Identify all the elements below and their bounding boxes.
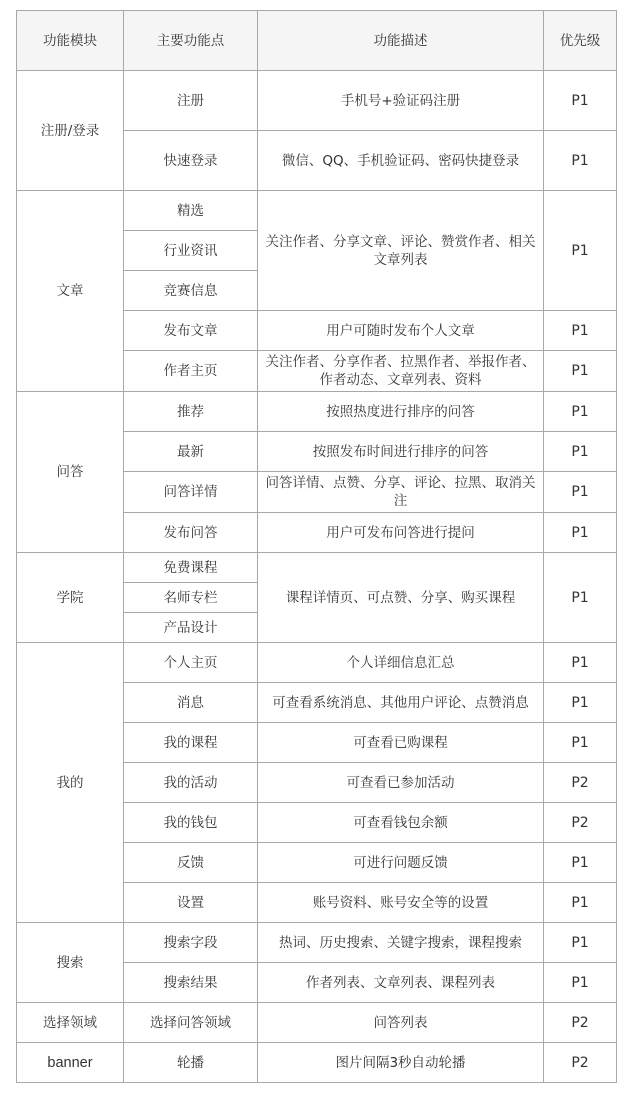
module-cell: 文章 (17, 191, 124, 392)
feature-cell: 产品设计 (124, 613, 258, 643)
feature-cell: 快速登录 (124, 131, 258, 191)
description-cell: 可查看已参加活动 (258, 763, 544, 803)
priority-cell: P1 (544, 513, 617, 553)
priority-cell: P2 (544, 803, 617, 843)
priority-cell: P1 (544, 723, 617, 763)
feature-cell: 最新 (124, 432, 258, 472)
description-cell: 按照热度进行排序的问答 (258, 392, 544, 432)
table-row (17, 1043, 617, 1083)
priority-cell: P1 (544, 553, 617, 643)
description-cell: 问答详情、点赞、分享、评论、拉黑、取消关注 (258, 472, 544, 513)
priority-cell: P1 (544, 351, 617, 392)
table-header-row (17, 11, 617, 71)
feature-cell: 注册 (124, 71, 258, 131)
module-cell: 学院 (17, 553, 124, 643)
priority-cell: P1 (544, 643, 617, 683)
feature-cell: 问答详情 (124, 472, 258, 513)
header-feature: 主要功能点 (124, 11, 258, 71)
description-cell: 关注作者、分享文章、评论、赞赏作者、相关文章列表 (258, 191, 544, 311)
feature-cell: 推荐 (124, 392, 258, 432)
module-cell: 注册/登录 (17, 71, 124, 191)
description-cell: 用户可发布问答进行提问 (258, 513, 544, 553)
feature-cell: 作者主页 (124, 351, 258, 392)
description-cell: 问答列表 (258, 1003, 544, 1043)
feature-cell: 发布问答 (124, 513, 258, 553)
description-cell: 可查看系统消息、其他用户评论、点赞消息 (258, 683, 544, 723)
feature-cell: 免费课程 (124, 553, 258, 583)
header-priority: 优先级 (544, 11, 617, 71)
feature-cell: 消息 (124, 683, 258, 723)
feature-cell: 我的课程 (124, 723, 258, 763)
table-row (17, 923, 617, 963)
description-cell: 课程详情页、可点赞、分享、购买课程 (258, 553, 544, 643)
module-cell: 选择领域 (17, 1003, 124, 1043)
table-row (17, 553, 617, 583)
priority-cell: P2 (544, 1043, 617, 1083)
priority-cell: P1 (544, 71, 617, 131)
description-cell: 用户可随时发布个人文章 (258, 311, 544, 351)
priority-cell: P1 (544, 923, 617, 963)
module-cell: 我的 (17, 643, 124, 923)
feature-cell: 我的钱包 (124, 803, 258, 843)
feature-cell: 精选 (124, 191, 258, 231)
description-cell: 手机号+验证码注册 (258, 71, 544, 131)
description-cell: 账号资料、账号安全等的设置 (258, 883, 544, 923)
feature-cell: 行业资讯 (124, 231, 258, 271)
description-cell: 可查看已购课程 (258, 723, 544, 763)
feature-cell: 发布文章 (124, 311, 258, 351)
feature-cell: 搜索字段 (124, 923, 258, 963)
description-cell: 可进行问题反馈 (258, 843, 544, 883)
priority-cell: P1 (544, 311, 617, 351)
feature-cell: 竞赛信息 (124, 271, 258, 311)
feature-cell: 个人主页 (124, 643, 258, 683)
priority-cell: P1 (544, 472, 617, 513)
description-cell: 按照发布时间进行排序的问答 (258, 432, 544, 472)
table-row (17, 191, 617, 231)
description-cell: 关注作者、分享作者、拉黑作者、举报作者、作者动态、文章列表、资料 (258, 351, 544, 392)
priority-cell: P1 (544, 432, 617, 472)
priority-cell: P2 (544, 1003, 617, 1043)
feature-cell: 反馈 (124, 843, 258, 883)
module-cell: 问答 (17, 392, 124, 553)
description-cell: 热词、历史搜索、关键字搜索，课程搜索 (258, 923, 544, 963)
priority-cell: P2 (544, 763, 617, 803)
description-cell: 可查看钱包余额 (258, 803, 544, 843)
priority-cell: P1 (544, 883, 617, 923)
description-cell: 作者列表、文章列表、课程列表 (258, 963, 544, 1003)
description-cell: 个人详细信息汇总 (258, 643, 544, 683)
table-row (17, 71, 617, 131)
module-cell: 搜索 (17, 923, 124, 1003)
header-module: 功能模块 (17, 11, 124, 71)
feature-cell: 选择问答领域 (124, 1003, 258, 1043)
description-cell: 微信、QQ、手机验证码、密码快捷登录 (258, 131, 544, 191)
header-description: 功能描述 (258, 11, 544, 71)
feature-cell: 我的活动 (124, 763, 258, 803)
feature-table (16, 10, 617, 1083)
priority-cell: P1 (544, 963, 617, 1003)
priority-cell: P1 (544, 191, 617, 311)
priority-cell: P1 (544, 131, 617, 191)
description-cell: 图片间隔3秒自动轮播 (258, 1043, 544, 1083)
module-cell: banner (17, 1043, 124, 1083)
table-row (17, 392, 617, 432)
priority-cell: P1 (544, 392, 617, 432)
feature-cell: 设置 (124, 883, 258, 923)
feature-cell: 轮播 (124, 1043, 258, 1083)
table-row (17, 643, 617, 683)
feature-cell: 搜索结果 (124, 963, 258, 1003)
table-row (17, 1003, 617, 1043)
feature-cell: 名师专栏 (124, 583, 258, 613)
priority-cell: P1 (544, 843, 617, 883)
priority-cell: P1 (544, 683, 617, 723)
